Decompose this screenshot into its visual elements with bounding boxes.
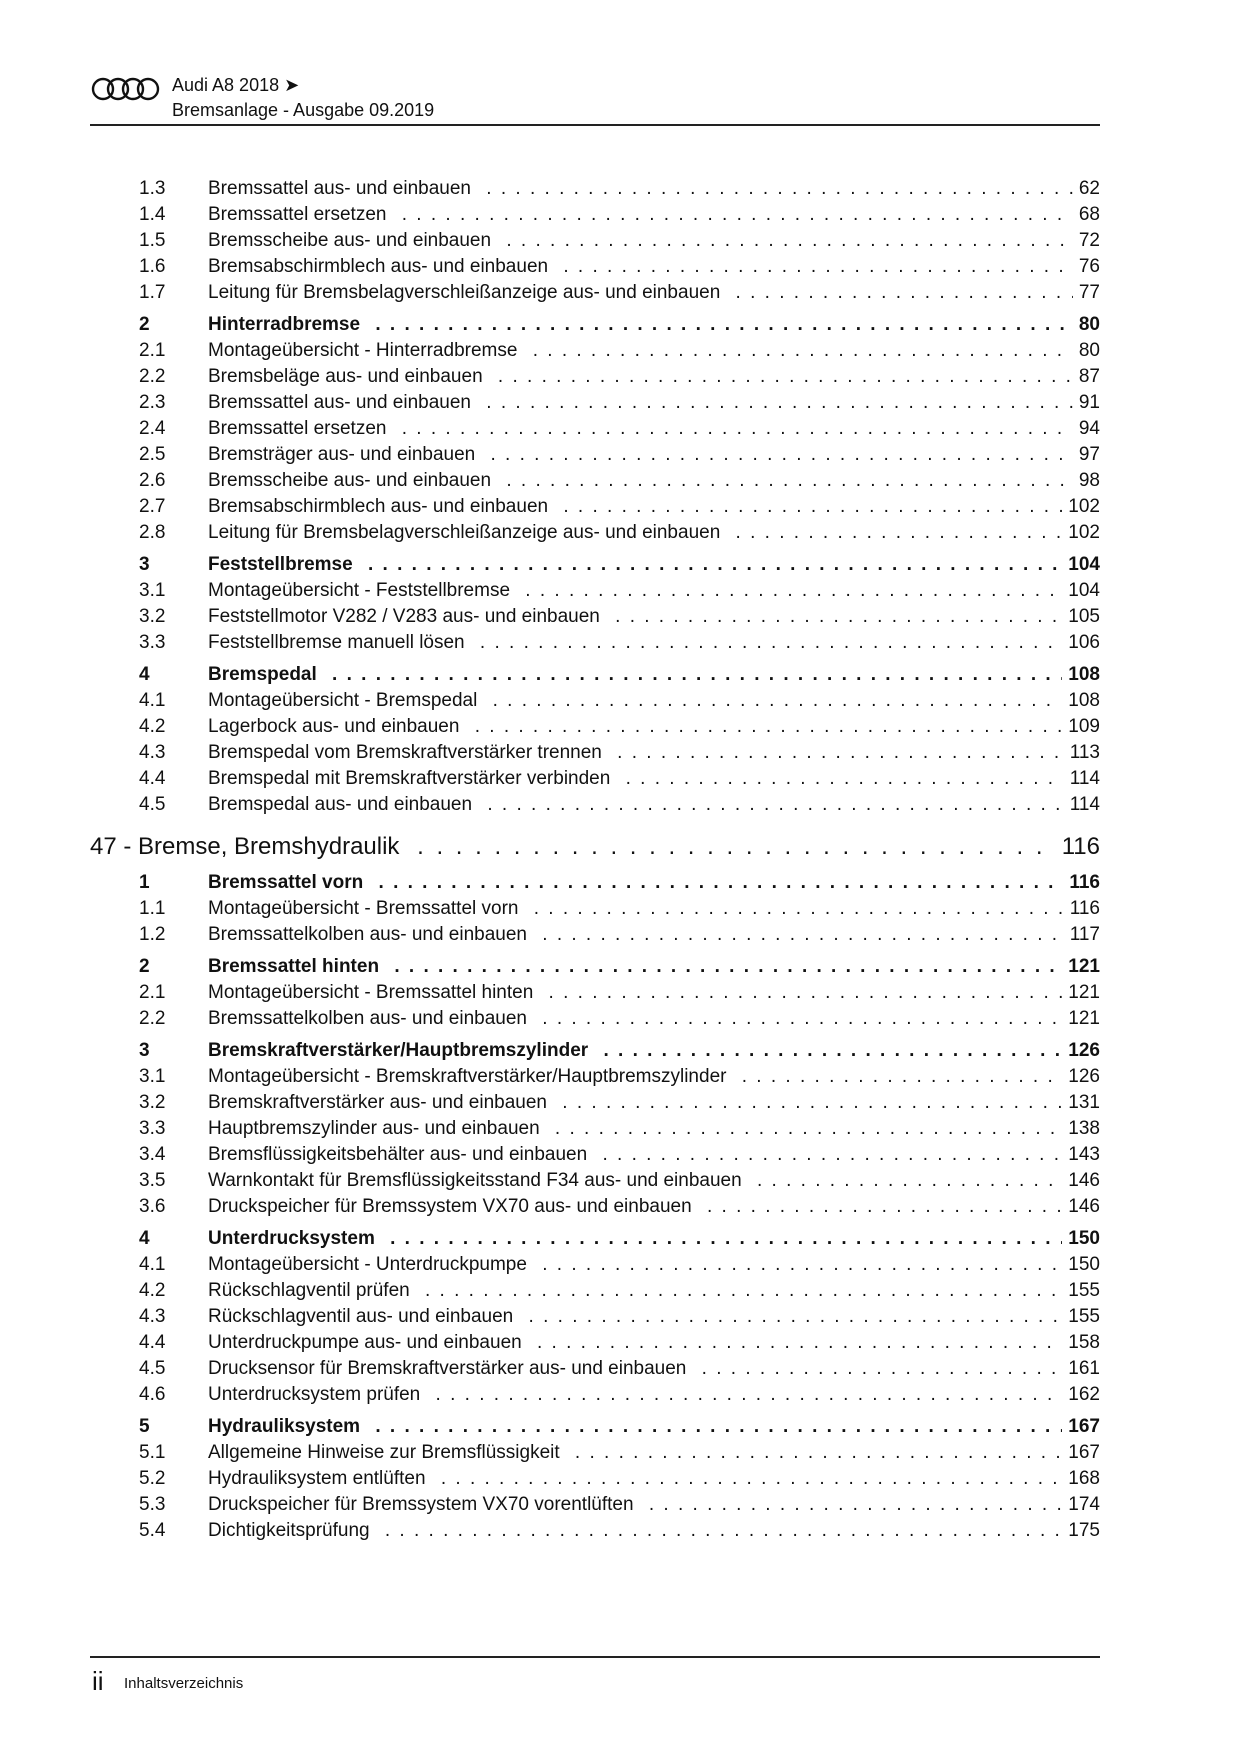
toc-page: 168 [1062,1466,1100,1492]
toc-title: Bremsscheibe aus- und einbauen . . . [208,228,1100,254]
toc-number: 4.6 [139,1384,166,1405]
toc-entry[interactable] [0,176,1240,202]
toc-number: 5.3 [139,1494,166,1515]
toc-title: Bremssattel ersetzen . . . [208,202,1100,228]
toc-entry[interactable] [0,228,1240,254]
toc-title: Montageübersicht - Bremskraftverstärker/Hauptbremszylinder . . . [208,1064,1100,1090]
toc-number: 3.2 [139,1092,166,1113]
toc-number: 3.5 [139,1170,166,1191]
toc-page: 131 [1062,1090,1100,1116]
toc-page: 94 [1073,416,1100,442]
toc-page: 98 [1073,468,1100,494]
toc-title: Allgemeine Hinweise zur Bremsflüssigkeit . . . [208,1440,1100,1466]
toc-title: Bremsbeläge aus- und einbauen . . . [208,364,1100,390]
toc-title: Hydrauliksystem entlüften . . . [208,1466,1100,1492]
toc-number: 2.8 [139,522,166,543]
toc-page: 114 [1064,766,1100,792]
toc-entry[interactable] [0,468,1240,494]
toc-number: 4.3 [139,1306,166,1327]
toc-page: 104 [1062,552,1100,578]
toc-page: 104 [1062,578,1100,604]
toc-page: 158 [1062,1330,1100,1356]
toc-title: Bremssattel vorn . . . [208,870,1100,896]
toc-number: 2.5 [139,444,166,465]
toc-page: 102 [1062,520,1100,546]
toc-entry[interactable] [0,390,1240,416]
toc-number: 2.1 [139,340,166,361]
toc-page: 117 [1064,922,1100,948]
toc-entry[interactable] [0,1356,1240,1382]
toc-entry[interactable] [0,896,1240,922]
toc-page: 167 [1062,1414,1100,1440]
toc-title: Bremskraftverstärker aus- und einbauen . . . [208,1090,1100,1116]
toc-section[interactable] [0,954,1240,980]
toc-entry[interactable] [0,1194,1240,1220]
toc-number: 1 [139,872,150,893]
toc-entry[interactable] [0,1142,1240,1168]
toc-section[interactable] [0,662,1240,688]
toc-page: 161 [1062,1356,1100,1382]
toc-number: 2.1 [139,982,166,1003]
toc-number: 3 [139,554,150,575]
toc-title: Dichtigkeitsprüfung . . . [208,1518,1100,1544]
toc-number: 2.6 [139,470,166,491]
toc-page: 116 [1056,830,1100,864]
toc-entry[interactable] [0,338,1240,364]
toc-title: Bremsträger aus- und einbauen . . . [208,442,1100,468]
toc-entry[interactable] [0,1466,1240,1492]
toc-entry[interactable] [0,630,1240,656]
toc-page: 162 [1062,1382,1100,1408]
toc-title: Montageübersicht - Hinterradbremse . . . [208,338,1100,364]
toc-entry[interactable] [0,1518,1240,1544]
toc-title: Drucksensor für Bremskraftverstärker aus- und einbauen . . . [208,1356,1100,1382]
toc-page: 105 [1062,604,1100,630]
toc-title: Bremspedal mit Bremskraftverstärker verbinden . . . [208,766,1100,792]
toc-page: 150 [1062,1226,1100,1252]
toc-entry[interactable] [0,202,1240,228]
toc-entry[interactable] [0,1440,1240,1466]
toc-title: Warnkontakt für Bremsflüssigkeitsstand F34 aus- und einbauen . . . [208,1168,1100,1194]
toc-page: 87 [1073,364,1100,390]
toc-number: 4.1 [139,690,166,711]
toc-chapter[interactable] [0,830,1240,864]
toc-page: 114 [1064,792,1100,818]
toc-page: 116 [1064,896,1100,922]
toc-number: 2.7 [139,496,166,517]
document-title: Audi A8 2018 ➤ [172,75,300,95]
toc-entry[interactable] [0,494,1240,520]
toc-entry[interactable] [0,1382,1240,1408]
toc-number: 1.7 [139,282,166,303]
toc-title: Leitung für Bremsbelagverschleißanzeige aus- und einbauen . . . [208,520,1100,546]
toc-section[interactable] [0,1414,1240,1440]
toc-entry[interactable] [0,740,1240,766]
toc-number: 3 [139,1040,150,1061]
toc-title: Montageübersicht - Feststellbremse . . . [208,578,1100,604]
toc-entry[interactable] [0,1116,1240,1142]
toc-entry[interactable] [0,254,1240,280]
toc-title: Bremssattelkolben aus- und einbauen . . . [208,922,1100,948]
toc-entry[interactable] [0,280,1240,306]
toc-section[interactable] [0,1038,1240,1064]
toc-entry[interactable] [0,1330,1240,1356]
toc-number: 4.2 [139,1280,166,1301]
toc-title: Bremssattelkolben aus- und einbauen . . . [208,1006,1100,1032]
toc-number: 3.1 [139,1066,166,1087]
toc-title: Unterdruckpumpe aus- und einbauen . . . [208,1330,1100,1356]
toc-number: 2.2 [139,366,166,387]
table-of-contents [0,176,1240,1544]
toc-title: Hinterradbremse . . . [208,312,1100,338]
toc-page: 106 [1062,630,1100,656]
toc-title: Bremspedal aus- und einbauen . . . [208,792,1100,818]
footer-label: Inhaltsverzeichnis [124,1675,244,1692]
toc-title: Bremspedal vom Bremskraftverstärker trennen . . . [208,740,1100,766]
toc-title: Rückschlagventil aus- und einbauen . . . [208,1304,1100,1330]
toc-page: 77 [1073,280,1100,306]
toc-page: 76 [1073,254,1100,280]
toc-title: Feststellmotor V282 / V283 aus- und einbauen . . . [208,604,1100,630]
toc-title: Montageübersicht - Bremssattel vorn . . . [208,896,1100,922]
toc-title: Bremssattel aus- und einbauen . . . [208,176,1100,202]
toc-page: 126 [1062,1038,1100,1064]
page-header [90,72,1100,126]
toc-entry[interactable] [0,1006,1240,1032]
toc-number: 3.2 [139,606,166,627]
toc-title: Lagerbock aus- und einbauen . . . [208,714,1100,740]
toc-entry[interactable] [0,604,1240,630]
toc-title: Feststellbremse . . . [208,552,1100,578]
toc-page: 102 [1062,494,1100,520]
toc-number: 2.2 [139,1008,166,1029]
toc-entry[interactable] [0,1090,1240,1116]
toc-entry[interactable] [0,1304,1240,1330]
toc-number: 1.5 [139,230,166,251]
toc-title: Bremsabschirmblech aus- und einbauen . . . [208,494,1100,520]
toc-number: 3.3 [139,632,166,653]
toc-title: Unterdrucksystem prüfen . . . [208,1382,1100,1408]
toc-title: Bremssattel aus- und einbauen . . . [208,390,1100,416]
toc-title: Druckspeicher für Bremssystem VX70 vorentlüften . . . [208,1492,1100,1518]
toc-page: 116 [1063,870,1100,896]
toc-entry[interactable] [0,1252,1240,1278]
toc-page: 146 [1062,1168,1100,1194]
toc-page: 68 [1073,202,1100,228]
toc-page: 167 [1062,1440,1100,1466]
toc-number: 2 [139,314,150,335]
toc-title: Montageübersicht - Bremssattel hinten . . . [208,980,1100,1006]
toc-number: 5.2 [139,1468,166,1489]
toc-title: Rückschlagventil prüfen . . . [208,1278,1100,1304]
toc-title: Bremspedal . . . [208,662,1100,688]
toc-page: 143 [1062,1142,1100,1168]
toc-number: 3.3 [139,1118,166,1139]
toc-number: 3.6 [139,1196,166,1217]
toc-number: 4.1 [139,1254,166,1275]
toc-title: Bremsflüssigkeitsbehälter aus- und einbauen . . . [208,1142,1100,1168]
toc-page: 109 [1062,714,1100,740]
toc-number: 5 [139,1416,150,1437]
toc-entry[interactable] [0,766,1240,792]
toc-page: 146 [1062,1194,1100,1220]
toc-title: Druckspeicher für Bremssystem VX70 aus- und einbauen . . . [208,1194,1100,1220]
toc-page: 91 [1073,390,1100,416]
toc-page: 80 [1073,312,1100,338]
toc-page: 138 [1062,1116,1100,1142]
toc-entry[interactable] [0,792,1240,818]
toc-number: 4.5 [139,1358,166,1379]
toc-entry[interactable] [0,520,1240,546]
toc-number: 4.3 [139,742,166,763]
toc-page: 121 [1062,1006,1100,1032]
toc-entry[interactable] [0,364,1240,390]
toc-page: 126 [1062,1064,1100,1090]
document-subtitle: Bremsanlage - Ausgabe 09.2019 [172,100,435,120]
toc-entry[interactable] [0,416,1240,442]
toc-page: 155 [1062,1278,1100,1304]
toc-section[interactable] [0,1226,1240,1252]
toc-entry[interactable] [0,980,1240,1006]
toc-page: 62 [1073,176,1100,202]
toc-title: Feststellbremse manuell lösen . . . [208,630,1100,656]
toc-page: 97 [1073,442,1100,468]
toc-title: Montageübersicht - Bremspedal . . . [208,688,1100,714]
toc-title: Hauptbremszylinder aus- und einbauen . . . [208,1116,1100,1142]
toc-number: 1.2 [139,924,166,945]
toc-page: 121 [1062,980,1100,1006]
toc-number: 1.4 [139,204,166,225]
toc-number: 5.4 [139,1520,166,1541]
toc-entry[interactable] [0,578,1240,604]
toc-page: 80 [1073,338,1100,364]
toc-title: Bremsscheibe aus- und einbauen . . . [208,468,1100,494]
toc-number: 4.2 [139,716,166,737]
toc-page: 108 [1062,662,1100,688]
toc-number: 2 [139,956,150,977]
toc-number: 5.1 [139,1442,166,1463]
footer-divider [90,1656,1100,1658]
toc-page: 175 [1062,1518,1100,1544]
toc-entry[interactable] [0,1168,1240,1194]
toc-number: 4 [139,1228,150,1249]
toc-section[interactable] [0,312,1240,338]
toc-entry[interactable] [0,1278,1240,1304]
toc-entry[interactable] [0,1492,1240,1518]
toc-page: 113 [1064,740,1100,766]
toc-title: Montageübersicht - Unterdruckpumpe . . . [208,1252,1100,1278]
toc-page: 108 [1062,688,1100,714]
toc-page: 155 [1062,1304,1100,1330]
toc-number: 2.4 [139,418,166,439]
toc-page: 72 [1073,228,1100,254]
toc-number: 1.6 [139,256,166,277]
toc-entry[interactable] [0,1064,1240,1090]
toc-page: 174 [1062,1492,1100,1518]
toc-number: 4 [139,664,150,685]
toc-entry[interactable] [0,714,1240,740]
toc-number: 4.4 [139,1332,166,1353]
toc-number: 4.4 [139,768,166,789]
toc-number: 1.3 [139,178,166,199]
toc-page: 121 [1062,954,1100,980]
toc-title: Hydrauliksystem . . . [208,1414,1100,1440]
toc-page: 150 [1062,1252,1100,1278]
toc-title: Bremsabschirmblech aus- und einbauen . . . [208,254,1100,280]
footer-page-number: ii [92,1666,104,1696]
toc-section[interactable] [0,552,1240,578]
toc-entry[interactable] [0,688,1240,714]
toc-title: Bremskraftverstärker/Hauptbremszylinder . . . [208,1038,1100,1064]
toc-title: Leitung für Bremsbelagverschleißanzeige aus- und einbauen . . . [208,280,1100,306]
toc-number: 3.1 [139,580,166,601]
toc-title: 47 - Bremse, Bremshydraulik . . . [90,830,1100,864]
toc-title: Unterdrucksystem . . . [208,1226,1100,1252]
toc-entry[interactable] [0,922,1240,948]
toc-entry[interactable] [0,442,1240,468]
toc-section[interactable] [0,870,1240,896]
toc-number: 1.1 [139,898,166,919]
toc-number: 3.4 [139,1144,166,1165]
audi-rings-logo [90,76,162,102]
toc-title: Bremssattel hinten . . . [208,954,1100,980]
toc-number: 4.5 [139,794,166,815]
toc-number: 2.3 [139,392,166,413]
toc-title: Bremssattel ersetzen . . . [208,416,1100,442]
